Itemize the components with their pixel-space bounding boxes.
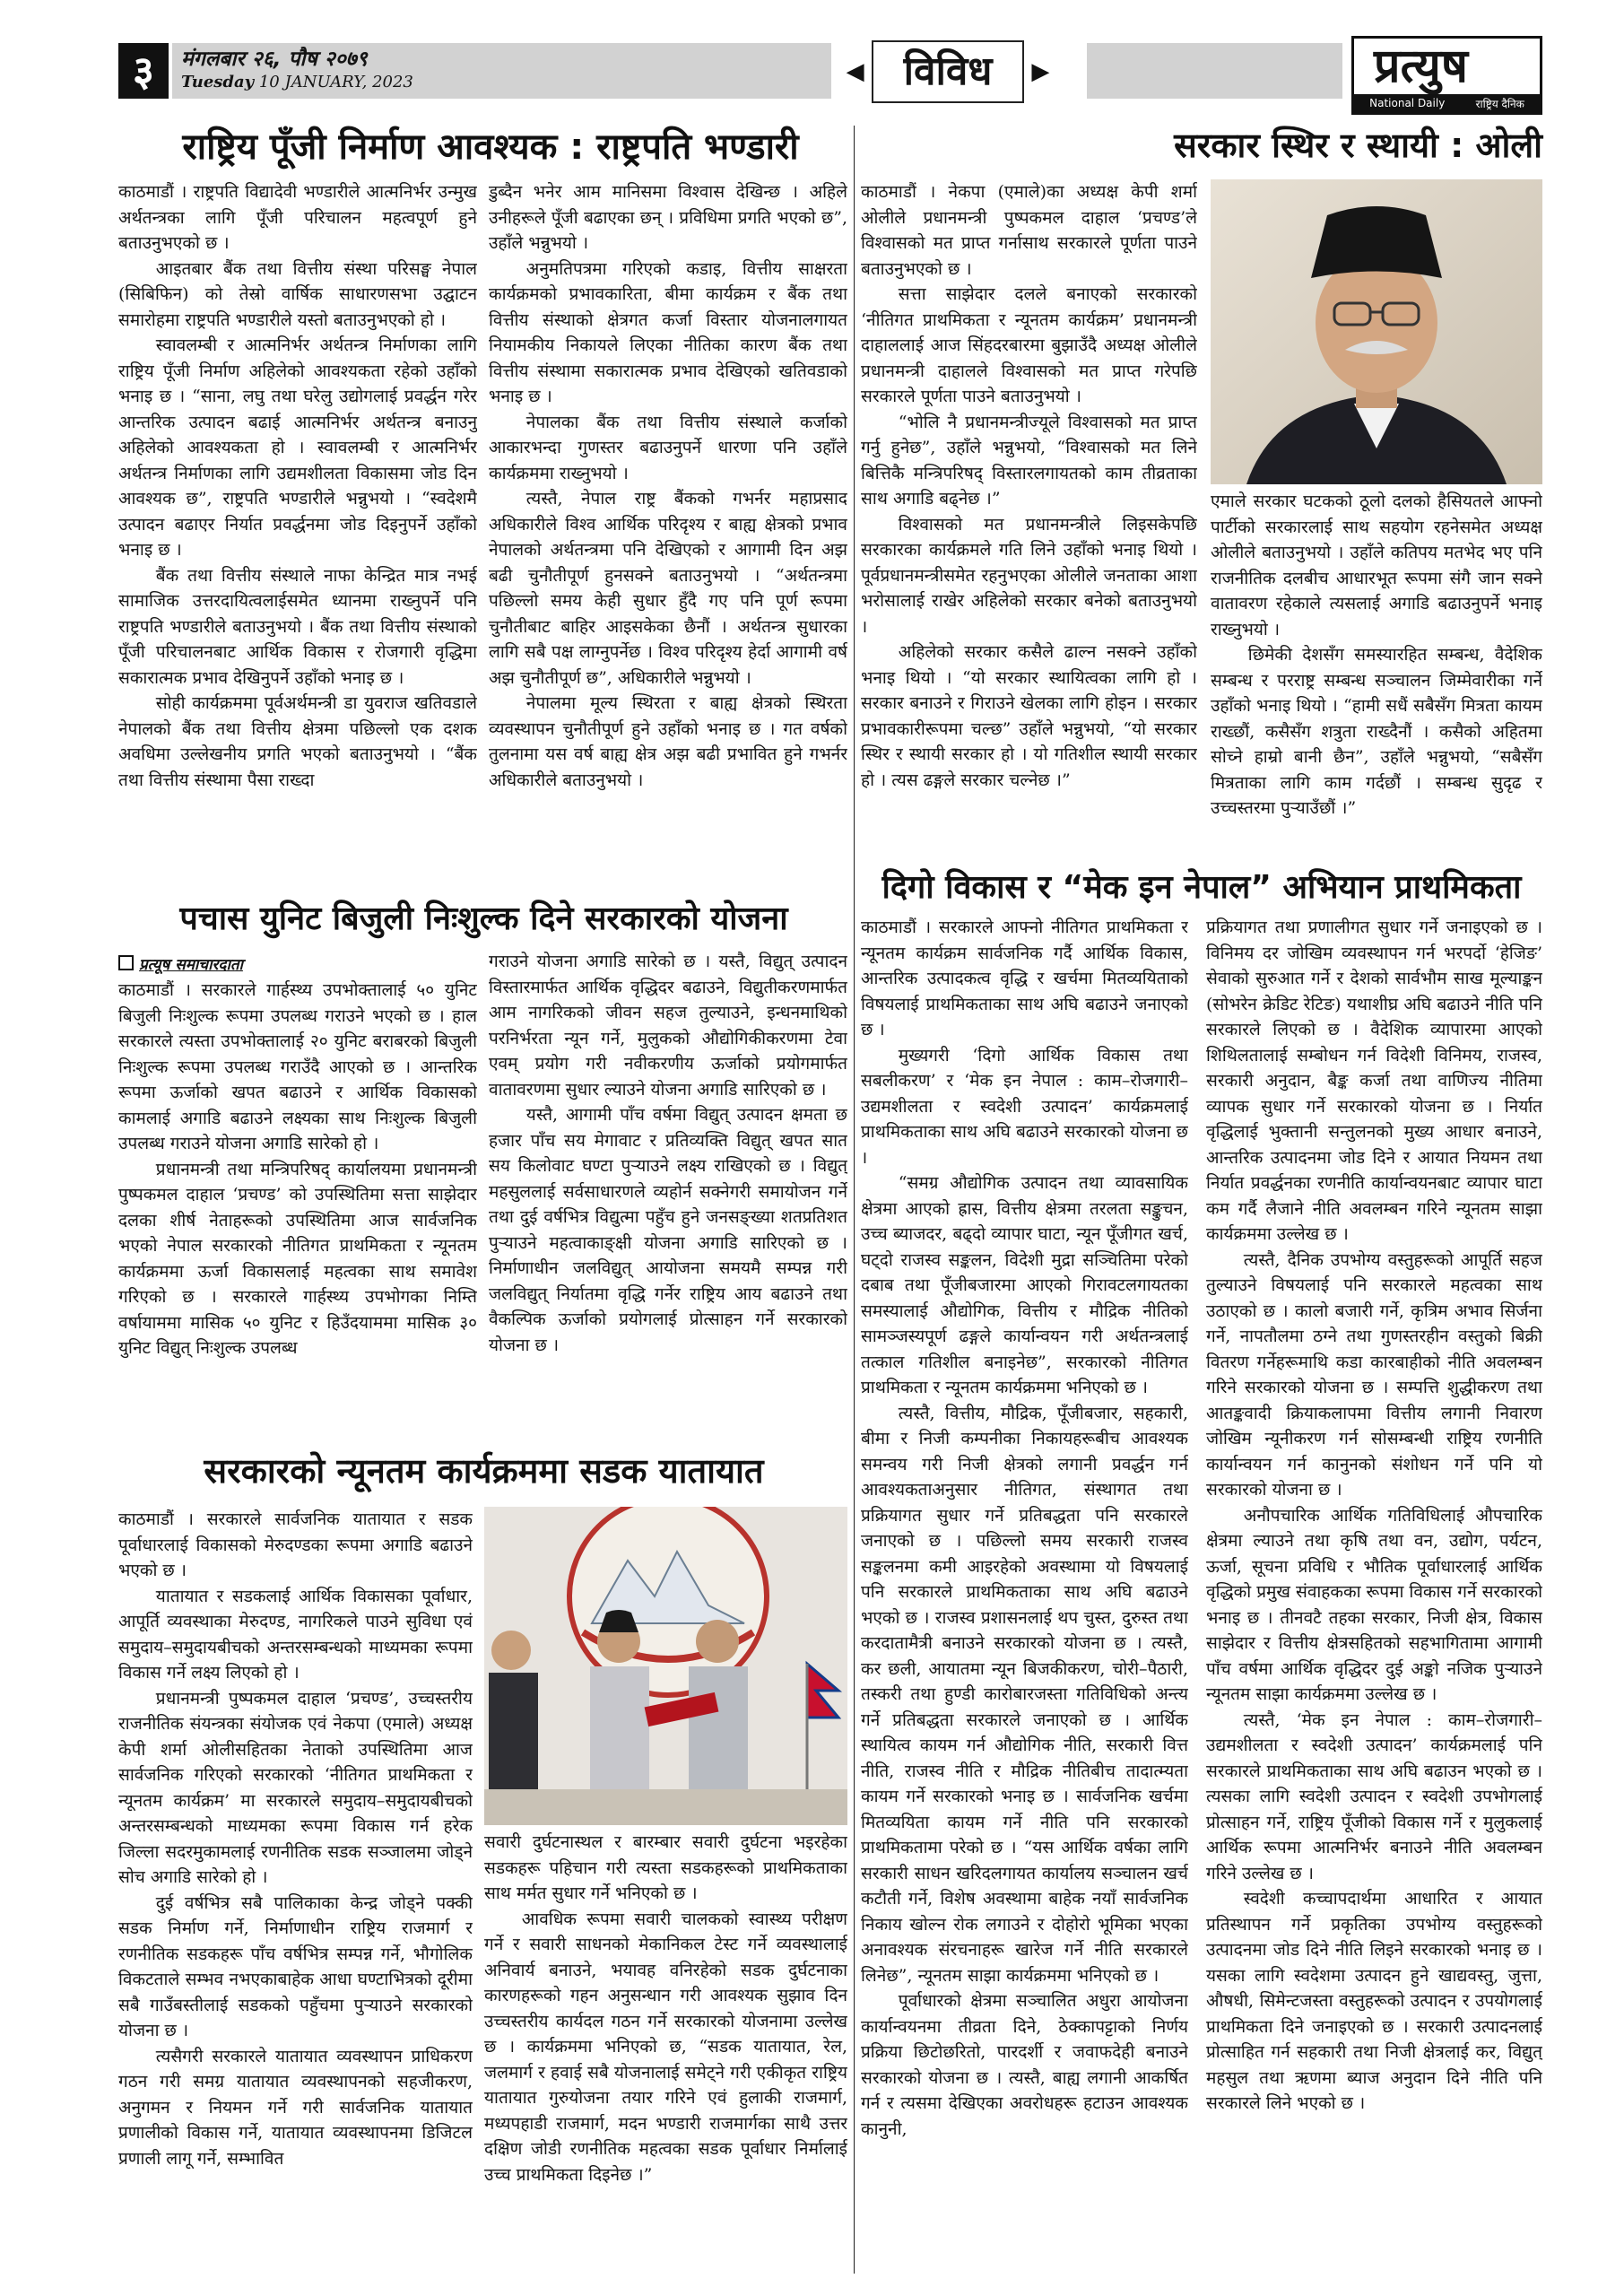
byline — [118, 953, 243, 974]
article-column — [118, 179, 477, 892]
paragraph: सत्ता साझेदार दलले बनाएको सरकारको ‘नीतिगत प्राथमिकता र न्यूनतम कार्यक्रम’ प्रधानमन्त्री दाहाललाई आज सिंहदरबारमा बुझाउँदै अध्यक्ष ओलीले प्रधानमन्त्री दाहालले विश्वासको मत प्राप्त गरेपछि सरकारले पूर्णता पाउने बताउनुभयो । — [861, 284, 1197, 406]
paragraph: “समग्र औद्योगिक उत्पादन तथा व्यावसायिक क्षेत्रमा आएको ह्रास, वित्तीय क्षेत्रमा तरलता सङ्कुचन, उच्च ब्याजदर, बढ्दो व्यापार घाटा, न्यून पूँजीगत खर्च, घट्दो राजस्व सङ्कलन, विदेशी मुद्रा सञ्चितिमा परेको दबाब तथा पूँजीबजारमा आएको गिरावटलगायतका समस्यालाई औद्योगिक, वित्तीय र मौद्रिक नीतिको सामञ्जस्यपूर्ण ढङ्गले कार्यान्वयन गरी अर्थतन्त्रलाई तत्काल गतिशील बनाइनेछ”, सरकारको नीतिगत प्राथमिकता र न्यूनतम कार्यक्रममा भनिएको छ । — [861, 1173, 1188, 1397]
paragraph: विश्वासको मत प्रधानमन्त्रीले लिइसकेपछि सरकारका कार्यक्रमले गति लिने उहाँको भनाइ थियो । पूर्वप्रधानमन्त्रीसमेत रहनुभएका ओलीले जनताका आशा भरोसालाई राखेर अहिलेको सरकार बनेको बताउनुभयो । — [861, 514, 1197, 637]
paragraph: अनुमतिपत्रमा गरिएको कडाइ, वित्तीय साक्षरता कार्यक्रमको प्रभावकारिता, बीमा कार्यक्रम र बैंक तथा वित्तीय संस्थाको क्षेत्रगत कर्जा विस्तार योजनालगायत नियामकीय निकायले लिएका नीतिका कारण बैंक तथा वित्तीय संस्थामा सकारात्मक प्रभाव देखिएको खतिवडाको भनाइ छ । — [489, 258, 847, 406]
article-headline: पचास युनिट बिजुली निःशुल्क दिने सरकारको योजना — [179, 900, 788, 937]
arrow-left-icon: ◀ — [846, 58, 864, 85]
paragraph: त्यस्तै, वित्तीय, मौद्रिक, पूँजीबजार, सहकारी, बीमा र निजी कम्पनीका निकायहरूबीच आवश्यक समन्वय गरी निजी क्षेत्रको लगानी प्रवर्द्धन गर्न आवश्यकताअनुसार नीतिगत, संस्थागत तथा प्रक्रियागत सुधार गर्ने प्रतिबद्धता पनि सरकारले जनाएको छ । पछिल्लो समय सरकारी राजस्व सङ्कलनमा कमी आइरहेको अवस्थामा यो विषयलाई पनि सरकारले प्राथमिकताका साथ अघि बढाउने भएको छ । राजस्व प्रशासनलाई थप चुस्त, दुरुस्त तथा करदातामैत्री बनाउने सरकारको योजना छ । त्यस्तै, कर छली, आयातमा न्यून बिजकीकरण, चोरी–पैठारी, तस्करी तथा हुण्डी कारोबारजस्ता गतिविधिको अन्त्य गर्ने प्रतिबद्धता सरकारले जनाएको छ । आर्थिक स्थायित्व कायम गर्न औद्योगिक नीति, सरकारी वित्त नीति, राजस्व नीति र मौद्रिक नीतिबीच तादात्म्यता कायम गर्ने सरकारको भनाइ छ । सार्वजनिक खर्चमा मितव्ययिता कायम गर्ने नीति पनि सरकारको प्राथमिकतामा परेको छ । “यस आर्थिक वर्षका लागि सरकारी साधन खरिदलगायत कार्यालय सञ्चालन खर्च कटौती गर्ने, विशेष अवस्थामा बाहेक नयाँ सार्वजनिक निकाय खोल्न रोक लगाउने र दोहोरो भूमिका भएका अनावश्यक संरचनाहरू खारेज गर्ने नीति सरकारले लिनेछ”, न्यूनतम साझा कार्यक्रममा भनिएको छ । — [861, 1403, 1188, 1986]
ceremony-illustration — [484, 1507, 847, 1825]
byline-text: प्रत्यूष समाचारदाता — [139, 956, 243, 974]
paragraph: दुई वर्षभित्र सबै पालिकाका केन्द्र जोड्ने पक्की सडक निर्माण गर्ने, निर्माणाधीन राष्ट्रिय राजमार्ग र रणनीतिक सडकहरू पाँच वर्षभित्र सम्पन्न गर्ने, भौगोलिक विकटताले सम्भव नभएकाबाहेक आधा घण्टाभित्रको दूरीमा सबै गाउँबस्तीलाई सडकको पहुँचमा पुऱ्याउने सरकारको योजना छ । — [118, 1892, 473, 2040]
article-column — [1206, 915, 1542, 2274]
paragraph: काठमाडौं । सरकारले गार्हस्थ्य उपभोक्तालाई ५० युनिट बिजुली निःशुल्क रूपमा उपलब्ध गराउने भएको छ । हाल सरकारले त्यस्ता उपभोक्तालाई २० युनिट बराबरको बिजुली निःशुल्क रूपमा उपलब्ध गराउँदै आएको छ । आन्तरिक रूपमा ऊर्जाको खपत बढाउने र आर्थिक विकासको कामलाई अगाडि बढाउने लक्ष्यका साथ निःशुल्क बिजुली उपलब्ध गराउने योजना अगाडि सारेको हो । — [118, 980, 477, 1153]
paragraph: काठमाडौं । सरकारले सार्वजनिक यातायात र सडक पूर्वाधारलाई विकासको मेरुदण्डका रूपमा अगाडि बढाउने भएको छ । — [118, 1509, 473, 1580]
paragraph: मुख्यगरी ‘दिगो आर्थिक विकास तथा सबलीकरण’ र ‘मेक इन नेपाल : काम–रोजगारी–उद्यमशीलता र स्वदेशी उत्पादन’ कार्यक्रमलाई प्राथमिकताका साथ अघि बढाउने सरकारको योजना छ । — [861, 1045, 1188, 1168]
date-nepali: मंगलबार २६, पौष २०७९ — [181, 48, 368, 71]
paragraph: सोही कार्यक्रममा पूर्वअर्थमन्त्री डा युवराज खतिवडाले नेपालको बैंक तथा वित्तीय क्षेत्रमा पछिल्लो एक दशक अवधिमा उल्लेखनीय प्रगति भएको बताउनुभयो । “बैंक तथा वित्तीय संस्थामा पैसा राख्दा — [118, 693, 477, 790]
arrow-right-icon: ▶ — [1031, 58, 1050, 85]
paragraph: यस्तै, आगामी पाँच वर्षमा विद्युत् उत्पादन क्षमता छ हजार पाँच सय मेगावाट र प्रतिव्यक्ति विद्युत् खपत सात सय किलोवाट घण्टा पुऱ्याउने लक्ष्य राखिएको छ । विद्युत् महसुललाई सर्वसाधारणले व्यहोर्न सक्नेगरी समायोजन गर्ने तथा दुई वर्षभित्र विद्युत्मा पहुँच हुने जनसङ्ख्या शतप्रतिशत पुऱ्याउने महत्वाकाङ्क्षी योजना अगाडि सारिएको छ । निर्माणाधीन जलविद्युत् आयोजना समयमै सम्पन्न गरी जलविद्युत् निर्यातमा वृद्धि गर्नेर राष्ट्रिय आय बढाउने तथा वैकल्पिक ऊर्जाको प्रयोगलाई प्रोत्साहन गर्ने सरकारको योजना छ । — [489, 1105, 847, 1355]
paragraph: “भोलि नै प्रधानमन्त्रीज्यूले विश्वासको मत प्राप्त गर्नु हुनेछ”, उहाँले भन्नुभयो, “विश्वासको मत लिने बित्तिकै मन्त्रिपरिषद् विस्तारलगायतको काम तीव्रताका साथ अगाडि बढ्नेछ ।” — [861, 412, 1197, 509]
article-headline: राष्ट्रिय पूँजी निर्माण आवश्यक : राष्ट्रपति भण्डारी — [182, 126, 799, 168]
date-box — [172, 43, 585, 99]
paragraph: प्रधानमन्त्री पुष्पकमल दाहाल ‘प्रचण्ड’, उच्चस्तरीय राजनीतिक संयन्त्रका संयोजक एवं नेकपा (एमाले) अध्यक्ष केपी शर्मा ओलीसहितका नेताको उपस्थितिमा आज सार्वजनिक गरिएको सरकारको ‘नीतिगत प्राथमिकता र न्यूनतम कार्यक्रम’ मा सरकारले समुदाय–समुदायबीचको अन्तरसम्बन्धको माध्यमका रूपमा विकास गर्न हरेक जिल्ला सदरमुकामलाई रणनीतिक सडक सञ्जालमा जोड्ने सोच अगाडि सारेको हो । — [118, 1688, 473, 1887]
date-english-line — [181, 72, 576, 93]
paragraph: काठमाडौं । नेकपा (एमाले)का अध्यक्ष केपी शर्मा ओलीले प्रधानमन्त्री पुष्पकमल दाहाल ‘प्रचण्ड’ले विश्वासको मत प्राप्त गर्नासाथ सरकारले पूर्णता पाउने बताउनुभएको छ । — [861, 182, 1197, 279]
paragraph: त्यसैगरी सरकारले यातायात व्यवस्थापन प्राधिकरण गठन गरी समग्र यातायात व्यवस्थापनको सहजीकरण, अनुगमन र नियमन गर्ने गरी सार्वजनिक यातायात प्रणालीको विकास गर्ने, यातायात व्यवस्थापनमा डिजिटल प्रणाली लागू गर्ने, सम्भावित — [118, 2046, 473, 2169]
logo-tag-left: National Daily — [1369, 97, 1446, 109]
article-column — [861, 179, 1197, 861]
byline-square-icon — [118, 955, 134, 970]
logo-name: प्रत्युष — [1374, 39, 1468, 93]
article-headline: सरकार स्थिर र स्थायी : ओली — [1174, 126, 1542, 165]
section-label — [813, 36, 1082, 108]
article-column — [118, 1507, 473, 2274]
page-number: ३ — [118, 43, 169, 99]
paragraph: एमाले सरकार घटकको ठूलो दलको हैसियतले आफ्नो पार्टीको सरकारलाई साथ सहयोग रहनेसमेत अध्यक्ष ओलीले बताउनुभयो । उहाँले कतिपय मतभेद भए पनि राजनीतिक दलबीच आधारभूत रूपमा संगै जान सक्ने वातावरण रहेकाले त्यसलाई अगाडि बढाउनुपर्ने भनाइ राख्नुभयो । — [1211, 491, 1542, 639]
paragraph: आवधिक रूपमा सवारी चालकको स्वास्थ्य परीक्षण गर्ने र सवारी साधनको मेकानिकल टेस्ट गर्ने व्यवस्थालाई अनिवार्य बनाउने, भयावह वनिरहेको सडक दुर्घटनाका कारणहरूको गहन अनुसन्धान गरी आवश्यक सुझाव दिन उच्चस्तरीय कार्यदल गठन गर्ने सरकारको योजनामा उल्लेख छ । कार्यक्रममा भनिएको छ, “सडक यातायात, रेल, जलमार्ग र हवाई सबै योजनालाई समेट्ने गरी एकीकृत राष्ट्रिय यातायात गुरुयोजना तयार गरिने एवं हुलाकी राजमार्ग, मध्यपहाडी राजमार्ग, मदन भण्डारी राजमार्गका साथै उत्तर दक्षिण जोडी रणनीतिक महत्वका सडक पूर्वाधार निर्मालाई उच्च प्राथमिकता दिइनेछ ।” — [484, 1909, 847, 2185]
paragraph: गराउने योजना अगाडि सारेको छ । यस्तै, विद्युत् उत्पादन विस्तारमार्फत आर्थिक वृद्धिदर बढाउने, विद्युतीकरणमार्फत आम नागरिकको जीवन सहज तुल्याउने, इन्धनमाथिको परनिर्भरता न्यून गर्ने, मुलुकको औद्योगिकीकरणमा टेवा एवम् प्रयोग गरी नवीकरणीय ऊर्जाको प्रयोगमार्फत वातावरणमा सुधार ल्याउने योजना अगाडि सारिएको छ । — [489, 952, 847, 1100]
paragraph: नेपालमा मूल्य स्थिरता र बाह्य क्षेत्रको स्थिरता व्यवस्थापन चुनौतीपूर्ण हुने उहाँको भनाइ छ । गत वर्षको तुलनामा यस वर्ष बाह्य क्षेत्र अझ बढी प्रभावित हुने गभर्नर अधिकारीले बताउनुभयो । — [489, 693, 847, 790]
article-column — [861, 915, 1188, 2274]
article-headline: सरकारको न्यूनतम कार्यक्रममा सडक यातायात — [204, 1451, 764, 1491]
paragraph: काठमाडौं । सरकारले आफ्नो नीतिगत प्राथमिकता र न्यूनतम कार्यक्रम सार्वजनिक गर्दै आर्थिक विकास, आन्तरिक उत्पादकत्व वृद्धि र खर्चमा मितव्ययिताको विषयलाई प्राथमिकताका साथ अघि बढाउने जनाएको छ । — [861, 918, 1188, 1039]
masthead — [118, 36, 1542, 124]
paragraph: पूर्वाधारको क्षेत्रमा सञ्चालित अधुरा आयोजना कार्यान्वयनमा तीव्रता दिने, ठेक्कापट्टाको निर्णय प्रक्रिया छिटोछरितो, पारदर्शी र जवाफदेही बनाउने सरकारको योजना छ । त्यस्तै, बाह्य लगानी आकर्षित गर्न र त्यसमा देखिएका अवरोधहरू हटाउन आवश्यक कानुनी, — [861, 1991, 1188, 2139]
newspaper-logo — [1351, 36, 1542, 115]
paragraph: त्यस्तै, ‘मेक इन नेपाल : काम–रोजगारी–उद्यमशीलता र स्वदेशी उत्पादन’ कार्यक्रमलाई पनि सरकारले प्राथमिकताका साथ अघि बढाउन भएको छ । त्यसका लागि स्वदेशी उत्पादन र स्वदेशी उपभोगलाई प्रोत्साहन गर्ने, राष्ट्रिय पूँजीको विकास गर्ने र मुलुकलाई आर्थिक रूपमा आत्मनिर्भर बनाउने नीति अवलम्बन गरिने उल्लेख छ । — [1206, 1709, 1542, 1883]
paragraph: काठमाडौं । राष्ट्रपति विद्यादेवी भण्डारीले आत्मनिर्भर उन्मुख अर्थतन्त्रका लागि पूँजी परिचालन महत्वपूर्ण हुने बताउनुभएको छ । — [118, 182, 477, 253]
paragraph: सवारी दुर्घटनास्थल र बारम्बार सवारी दुर्घटना भइरहेका सडकहरू पहिचान गरी त्यस्ता सडकहरूको प्राथमिकताका साथ मर्मत सुधार गर्ने भनिएको छ । — [484, 1832, 847, 1903]
article-column — [489, 179, 847, 892]
paragraph: स्वदेशी कच्चापदार्थमा आधारित र आयात प्रतिस्थापन गर्ने प्रकृतिका उपभोग्य वस्तुहरूको उत्पादनमा जोड दिने नीति लिइने सरकारको भनाइ छ । यसका लागि स्वदेशमा उत्पादन हुने खाद्यवस्तु, जुत्ता, औषधी, सिमेन्टजस्ता वस्तुहरूको उत्पादन र उपयोगलाई प्राथमिकता दिने जनाइएको छ । सरकारी उत्पादनलाई प्रोत्साहित गर्न सहकारी तथा निजी क्षेत्रलाई कर, विद्युत् महसुल तथा ऋणमा ब्याज अनुदान दिने नीति पनि सरकारले लिने भएको छ । — [1206, 1889, 1542, 2113]
paragraph: बैंक तथा वित्तीय संस्थाले नाफा केन्द्रित मात्र नभई सामाजिक उत्तरदायित्वलाईसमेत ध्यानमा राख्नुपर्ने पनि राष्ट्रपति भण्डारीले बताउनुभयो । बैंक तथा वित्तीय संस्थाको पूँजी परिचालनबाट आर्थिक विकास र रोजगारी वृद्धिमा सकारात्मक प्रभाव देखिनुपर्ने उहाँको भनाइ छ । — [118, 565, 477, 688]
paragraph: त्यस्तै, नेपाल राष्ट्र बैंकको गभर्नर महाप्रसाद अधिकारीले विश्व आर्थिक परिदृश्य र बाह्य क्षेत्रको प्रभाव नेपालको अर्थतन्त्रमा पनि देखिएको र आगामी दिन अझ बढी चुनौतीपूर्ण हुनसक्ने बताउनुभयो । “अर्थतन्त्रमा पछिल्लो समय केही सुधार हुँदै गए पनि पूर्ण रूपमा चुनौतीबाट बाहिर आइसकेका छैनौं । अर्थतन्त्र सुधारका लागि सबै पक्ष लाग्नुपर्नेछ । विश्व परिदृश्य हेर्दा आगामी वर्ष अझ चुनौतीपूर्ण छ”, अधिकारीले भन्नुभयो । — [489, 489, 847, 688]
portrait-illustration — [1211, 179, 1542, 484]
portrait-photo — [1211, 179, 1542, 484]
date-english-day: Tuesday — [181, 73, 255, 91]
paragraph: यातायात र सडकलाई आर्थिक विकासका पूर्वाधार, आपूर्ति व्यवस्थाका मेरुदण्ड, नागरिकले पाउने सुविधा एवं समुदाय–समुदायबीचको अन्तरसम्बन्धको माध्यमका रूपमा विकास गर्ने लक्ष्य लिएको हो । — [118, 1586, 473, 1683]
article-column — [484, 1830, 847, 2274]
logo-strip — [1354, 94, 1540, 112]
date-english: 10 JANUARY, 2023 — [258, 73, 413, 91]
paragraph: अनौपचारिक आर्थिक गतिविधिलाई औपचारिक क्षेत्रमा ल्याउने तथा कृषि तथा वन, उद्योग, पर्यटन, ऊर्जा, सूचना प्रविधि र भौतिक पूर्वाधारलाई आर्थिक वृद्धिको प्रमुख संवाहकका रूपमा विकास गर्ने सरकारको भनाइ छ । तीनवटै तहका सरकार, निजी क्षेत्र, विकास साझेदार र वित्तीय क्षेत्रसहितको सहभागितामा आगामी पाँच वर्षमा आर्थिक वृद्धिदर दुई अङ्को नजिक पुऱ्याउने न्यूनतम साझा कार्यक्रममा उल्लेख छ । — [1206, 1505, 1542, 1704]
header-bar-right — [1087, 43, 1342, 99]
paragraph: स्वावलम्बी र आत्मनिर्भर अर्थतन्त्र निर्माणका लागि राष्ट्रिय पूँजी निर्माण अहिलेको आवश्यकता रहेको उहाँको भनाइ छ । “साना, लघु तथा घरेलु उद्योगलाई प्रवर्द्धन गरेर आन्तरिक उत्पादन बढाई आत्मनिर्भर अर्थतन्त्र बनाउनु अहिलेको आवश्यकता हो । स्वावलम्बी र आत्मनिर्भर अर्थतन्त्र निर्माणका लागि उद्यमशीलता विकासमा जोड दिन आवश्यक छ”, राष्ट्रपति भण्डारीले भन्नुभयो । “स्वदेशमै उत्पादन बढाएर निर्यात प्रवर्द्धनमा जोड दिइनुपर्ने उहाँको भनाइ छ । — [118, 335, 477, 560]
article-column — [118, 978, 477, 1444]
section-title: विविध — [872, 40, 1025, 103]
paragraph: छिमेकी देशसँग समस्यारहित सम्बन्ध, वैदेशिक सम्बन्ध र परराष्ट्र सम्बन्ध सञ्चालन जिम्मेवारीका गर्ने उहाँको भनाइ थियो । “हामी सधैं सबैसँग मित्रता कायम राख्छौं, कसैसँग शत्रुता राख्दैनौं । कसैको अहितमा सोच्ने हाम्रो बानी छैन”, उहाँले भन्नुभयो, “सबैसँग मित्रताका लागि काम गर्दछौं । सम्बन्ध सुदृढ र उच्चस्तरमा पुऱ्याउँछौं ।” — [1211, 645, 1542, 818]
paragraph: डुब्दैन भनेर आम मानिसमा विश्वास देखिन्छ । अहिले उनीहरूले पूँजी बढाएका छन् । प्रविधिमा प्रगति भएको छ”, उहाँले भन्नुभयो । — [489, 182, 847, 253]
paragraph: प्रक्रियागत तथा प्रणालीगत सुधार गर्ने जनाइएको छ । विनिमय दर जोखिम व्यवस्थापन गर्न भरपर्दो ‘हेजिङ’ सेवाको सुरुआत गर्ने र देशको सार्वभौम साख मूल्याङ्कन (सोभरेन क्रेडिट रेटिङ) यथाशीघ्र अघि बढाउने नीति पनि सरकारले लिएको छ । वैदेशिक व्यापारमा आएको शिथिलतालाई सम्बोधन गर्न विदेशी विनिमय, राजस्व, सरकारी अनुदान, बैङ्क कर्जा तथा वाणिज्य नीतिमा व्यापक सुधार गर्ने सरकारको योजना छ । निर्यात वृद्धिलाई भुक्तानी सन्तुलनको मुख्य आधार बनाउने, आन्तरिक उत्पादनमा जोड दिने र आयात नियमन तथा निर्यात प्रवर्द्धनका रणनीति कार्यान्वयनबाट व्यापार घाटा कम गर्दै लैजाने नीति अवलम्बन गरिने न्यूनतम साझा कार्यक्रममा उल्लेख छ । — [1206, 918, 1542, 1244]
article-column — [489, 949, 847, 1444]
paragraph: त्यस्तै, दैनिक उपभोग्य वस्तुहरूको आपूर्ति सहज तुल्याउने विषयलाई पनि सरकारले महत्वका साथ उठाएको छ । कालो बजारी गर्ने, कृत्रिम अभाव सिर्जना गर्ने, नापतौलमा ठग्ने तथा गुणस्तरहीन वस्तुको बिक्री वितरण गर्नेहरूमाथि कडा कारबाहीको नीति अवलम्बन गरिने सरकारको योजना छ । सम्पत्ति शुद्धीकरण तथा आतङ्कवादी क्रियाकलापमा वित्तीय लगानी निवारण जोखिम न्यूनीकरण गर्न सोसम्बन्धी राष्ट्रिय रणनीति कार्यान्वयन गर्न कानुनको संशोधन गर्ने पनि यो सरकारको योजना छ । — [1206, 1249, 1542, 1500]
document-handover-photo — [484, 1507, 847, 1825]
paragraph: आइतबार बैंक तथा वित्तीय संस्था परिसङ्घ नेपाल (सिबिफिन) को तेस्रो वार्षिक साधारणसभा उद्घाटन समारोहमा राष्ट्रपति भण्डारीले यस्तो बताउनुभएको हो । — [118, 258, 477, 330]
column-rule — [854, 126, 855, 2274]
paragraph: अहिलेको सरकार कसैले ढाल्न नसक्ने उहाँको भनाइ थियो । “यो सरकार स्थायित्वका लागि हो । सरकार बनाउने र गिराउने खेलका लागि होइन । सरकार प्रभावकारीरूपमा चल्छ” उहाँले भन्नुभयो, “यो सरकार स्थिर र स्थायी सरकार हो । यो गतिशील स्थायी सरकार हो । त्यस ढङ्गले सरकार चल्नेछ ।” — [861, 642, 1197, 790]
article-headline: दिगो विकास र “मेक इन नेपाल” अभियान प्राथमिकता — [881, 869, 1522, 906]
paragraph: नेपालका बैंक तथा वित्तीय संस्थाले कर्जाको आकारभन्दा गुणस्तर बढाउनुपर्ने धारणा पनि उहाँले कार्यक्रममा राख्नुभयो । — [489, 412, 847, 483]
paragraph: प्रधानमन्त्री तथा मन्त्रिपरिषद् कार्यालयमा प्रधानमन्त्री पुष्पकमल दाहाल ‘प्रचण्ड’ को उपस्थितिमा सत्ता साझेदार दलका शीर्ष नेताहरूको उपस्थितिमा आज सार्वजनिक भएको नेपाल सरकारको नीतिगत प्राथमिकता र न्यूनतम कार्यक्रममा ऊर्जा विकासलाई महत्वका साथ समावेश गरिएको छ । सरकारले गार्हस्थ्य उपभोगका निम्ति वर्षायाममा मासिक ५० युनिट र हिउँदयाममा मासिक ३० युनिट विद्युत् निःशुल्क उपलब्ध — [118, 1159, 477, 1358]
header-bar-left — [585, 43, 831, 99]
article-column — [1211, 489, 1542, 865]
logo-tag-right: राष्ट्रिय दैनिक — [1475, 97, 1524, 110]
